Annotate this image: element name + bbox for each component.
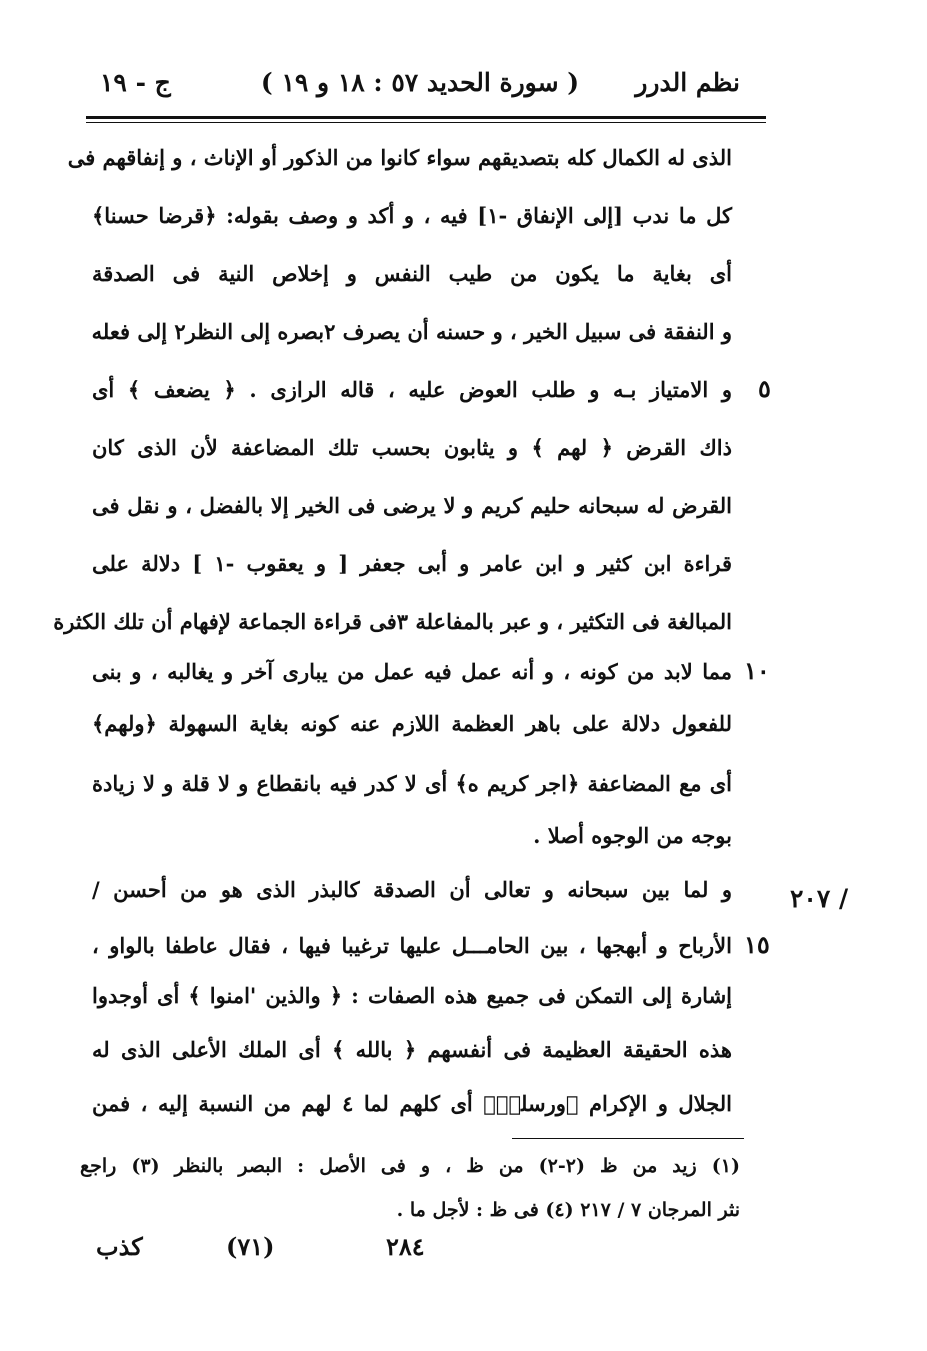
header-surah: ( سورة الحديد ٥٧ : ١٨ و ١٩ ): [260, 68, 580, 97]
text-line: و لما بين سبحانه و تعالى أن الصدقة كالبذر الذى هو من أحسن /: [92, 877, 732, 902]
footnote-rule: [512, 1138, 744, 1139]
header-book-title: نظم الدرر: [635, 68, 740, 97]
signature-catchword: كذب: [96, 1232, 143, 1261]
text-line: هذه الحقيقة العظيمة فى أنفسهم ﴿ بالله ﴾ أى الملك الأعلى الذى له: [92, 1037, 732, 1062]
text-line: كل ما ندب [إلى الإنفاق -١] فيه ، و أكد و وصف بقوله: ﴿قرضا حسنا﴾: [92, 203, 733, 228]
text-line: و النفقة فى سبيل الخير ، و حسنه أن يصرف ٢بصره إلى النظر٢ إلى فعله: [91, 319, 732, 344]
line-number-15: ١٥: [744, 930, 770, 959]
text-line: أى بغاية ما يكون من طيب النفس و إخلاص النية فى الصدقة: [92, 261, 732, 286]
text-line: أى مع المضاعفة ﴿اجر كريم ه﴾ أى لا كدر فيه بانقطاع و لا قلة و لا زيادة: [92, 771, 732, 796]
text-line: مما لابد من كونه ، و أنه عمل فيه عمل من يبارى آخر و يغالبه ، و بنى: [92, 659, 732, 684]
footnote-line: نثر المرجان ٧ / ٢١٧ (٤) فى ظ : لأجل ما .: [396, 1199, 740, 1221]
text-line: إشارة إلى التمكن فى جميع هذه الصفات : ﴿ والذين 'امنوا ﴾ أى أوجدوا: [92, 983, 732, 1008]
header-volume: ج - ١٩: [100, 68, 171, 97]
text-line: بوجه من الوجوه أصلا .: [533, 823, 732, 848]
text-line: الذى له الكمال كله بتصديقهم سواء كانوا من الذكور أو الإناث ، و إنفاقهم فى: [67, 145, 732, 170]
footnote-line: (١) زيد من ظ (٢-٢) من ظ ، و فى الأصل : البصر بالنظر (٣) راجع: [80, 1155, 740, 1177]
header-rule-thin: [86, 122, 766, 123]
text-line: للفعول دلالة على باهر العظمة اللازم عنه كونه بغاية السهولة ﴿ولهم﴾: [92, 711, 732, 736]
text-line: الأرباح و أبهجها ، بين الحامـــل عليها ترغيبا فيها ، فقال عاطفا بالواو ،: [92, 933, 732, 958]
text-line: الجلال و الإكرام ﴿ورسلهٖ﴾ أى كلهم لما ٤ لهم من النسبة إليه ، فمن: [92, 1091, 732, 1116]
running-header: [100, 68, 740, 108]
line-number-10: ١٠: [744, 656, 770, 685]
line-number-5: ٥: [758, 374, 771, 403]
text-line: المبالغة فى التكثير ، و عبر بالمفاعلة ٣فى قراءة الجماعة لإفهام أن تلك الكثرة: [53, 609, 732, 634]
text-line: و الامتياز بـه و طلب العوض عليه ، قاله الرازى . ﴿ يضعف ﴾ أى: [92, 377, 732, 402]
text-line: قراءة ابن كثير و ابن عامر و أبى جعفر [ و يعقوب -١ ] دلالة على: [92, 551, 732, 576]
signature-number: (٧١): [226, 1232, 275, 1261]
margin-folio-marker: ٢٠٧ /: [790, 884, 849, 913]
text-line: ذاك القرض ﴿ لهم ﴾ و يثابون بحسب تلك المضاعفة لأن الذى كان: [92, 435, 732, 460]
page-number: ٢٨٤: [386, 1232, 425, 1261]
header-rule-thick: [86, 116, 766, 119]
text-line: القرض له سبحانه حليم كريم و لا يرضى فى الخير إلا بالفضل ، و نقل فى: [92, 493, 732, 518]
